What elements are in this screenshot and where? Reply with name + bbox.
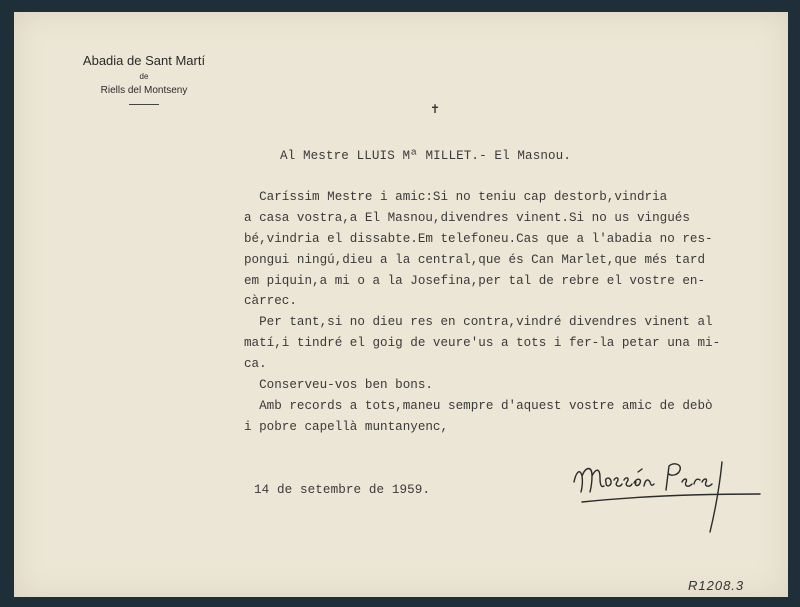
body-line: bé,vindria el dissabte.Em telefoneu.Cas que a l'abadia no res- xyxy=(244,231,713,246)
letter-body xyxy=(244,187,720,438)
body-line: Conserveu-vos ben bons. xyxy=(244,378,433,393)
letterhead-de: de xyxy=(139,72,149,81)
letterhead xyxy=(54,52,234,105)
body-line: càrrec. xyxy=(244,294,297,309)
body-line: em piquin,a mi o a la Josefina,per tal de rebre el vostre en- xyxy=(244,273,706,288)
letter-date: 14 de setembre de 1959. xyxy=(254,483,431,497)
body-line: matí,i tindré el goig de veure'us a tots i fer-la petar una mi- xyxy=(244,336,721,351)
body-line: Amb records a tots,maneu sempre d'aquest vostre amic de debò xyxy=(244,398,713,413)
body-line: Caríssim Mestre i amic:Si no teniu cap destorb,vindria xyxy=(244,190,668,204)
handwritten-signature xyxy=(570,452,770,542)
letterhead-place: Riells del Montseny xyxy=(100,85,188,96)
body-line: i pobre capellà muntanyenc, xyxy=(244,419,449,434)
body-line: pongui ningú,dieu a la central,que és Can Marlet,que més tard xyxy=(244,252,706,267)
body-line: Per tant,si no dieu res en contra,vindré divendres vinent al xyxy=(244,315,713,330)
letterhead-name: Abadia de Sant Martí xyxy=(82,53,206,68)
body-line: a casa vostra,a El Masnou,divendres vinent.Si no us vingués xyxy=(244,210,690,225)
cross-icon: ✝ xyxy=(430,102,441,116)
body-line: ca. xyxy=(244,357,267,372)
letterhead-rule xyxy=(129,104,159,105)
letter-sheet xyxy=(14,12,788,597)
addressee-line: Al Mestre LLUIS Mª MILLET.- El Masnou. xyxy=(280,149,571,163)
archive-reference-code: R1208.3 xyxy=(688,578,745,593)
